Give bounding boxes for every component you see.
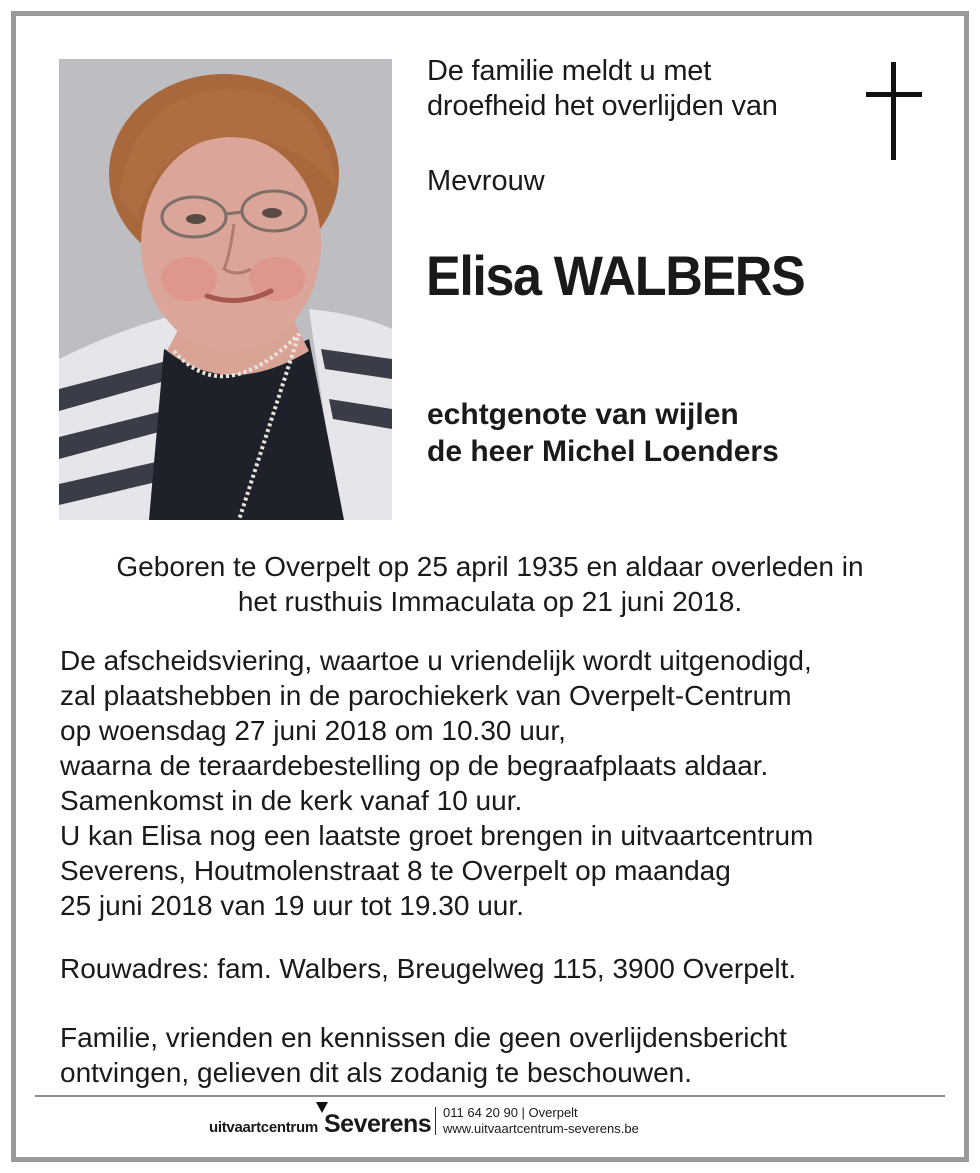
intro-line: De familie meldt u met	[427, 55, 712, 87]
deceased-name: Elisa WALBERS	[426, 244, 805, 307]
footer-divider	[35, 1095, 945, 1097]
birth-death-info	[40, 549, 940, 619]
notice-line: Familie, vrienden en kennissen die geen overlijdensbericht	[60, 1022, 787, 1053]
ceremony-line: zal plaatshebben in de parochiekerk van Overpelt-Centrum	[60, 680, 792, 711]
contact-phone-location: 011 64 20 90 | Overpelt	[443, 1105, 578, 1120]
birth-line: Geboren te Overpelt op 25 april 1935 en aldaar overleden in	[116, 551, 864, 582]
contact-info	[443, 1105, 639, 1137]
portrait-image	[59, 59, 392, 520]
contact-website-link[interactable]: www.uitvaartcentrum-severens.be	[443, 1121, 639, 1136]
ceremony-line: 25 juni 2018 van 19 uur tot 19.30 uur.	[60, 890, 524, 921]
spouse-info	[427, 396, 779, 470]
birth-line: het rusthuis Immaculata op 21 juni 2018.	[237, 586, 743, 617]
notice-text	[60, 1020, 787, 1090]
ceremony-line: waarna de teraardebestelling op de begraafplaats aldaar.	[60, 750, 769, 781]
brand-name: Severens	[324, 1110, 432, 1138]
intro-text	[427, 54, 778, 124]
ceremony-line: U kan Elisa nog een laatste groet brengen in uitvaartcentrum	[60, 820, 814, 851]
mourning-address: Rouwadres: fam. Walbers, Breugelweg 115, 3900 Overpelt.	[60, 953, 797, 984]
portrait-photo	[59, 59, 392, 520]
spouse-line: echtgenote van wijlen	[427, 398, 739, 431]
salutation: Mevrouw	[427, 165, 545, 197]
ceremony-line: De afscheidsviering, waartoe u vriendelijk wordt uitgenodigd,	[60, 645, 812, 676]
latin-cross-icon	[866, 62, 922, 160]
spouse-line: de heer Michel Loenders	[427, 435, 779, 468]
notice-line: ontvingen, gelieven dit als zodanig te beschouwen.	[60, 1057, 692, 1088]
ceremony-line: Samenkomst in de kerk vanaf 10 uur.	[60, 785, 523, 816]
ceremony-line: op woensdag 27 juni 2018 om 10.30 uur,	[60, 715, 566, 746]
ceremony-info	[60, 643, 940, 923]
intro-line: droefheid het overlijden van	[427, 90, 778, 122]
ceremony-line: Severens, Houtmolenstraat 8 te Overpelt op maandag	[60, 855, 731, 886]
brand-small-text: uitvaartcentrum	[209, 1119, 318, 1136]
funeral-home-footer	[209, 1101, 769, 1141]
footer-separator	[435, 1107, 436, 1135]
